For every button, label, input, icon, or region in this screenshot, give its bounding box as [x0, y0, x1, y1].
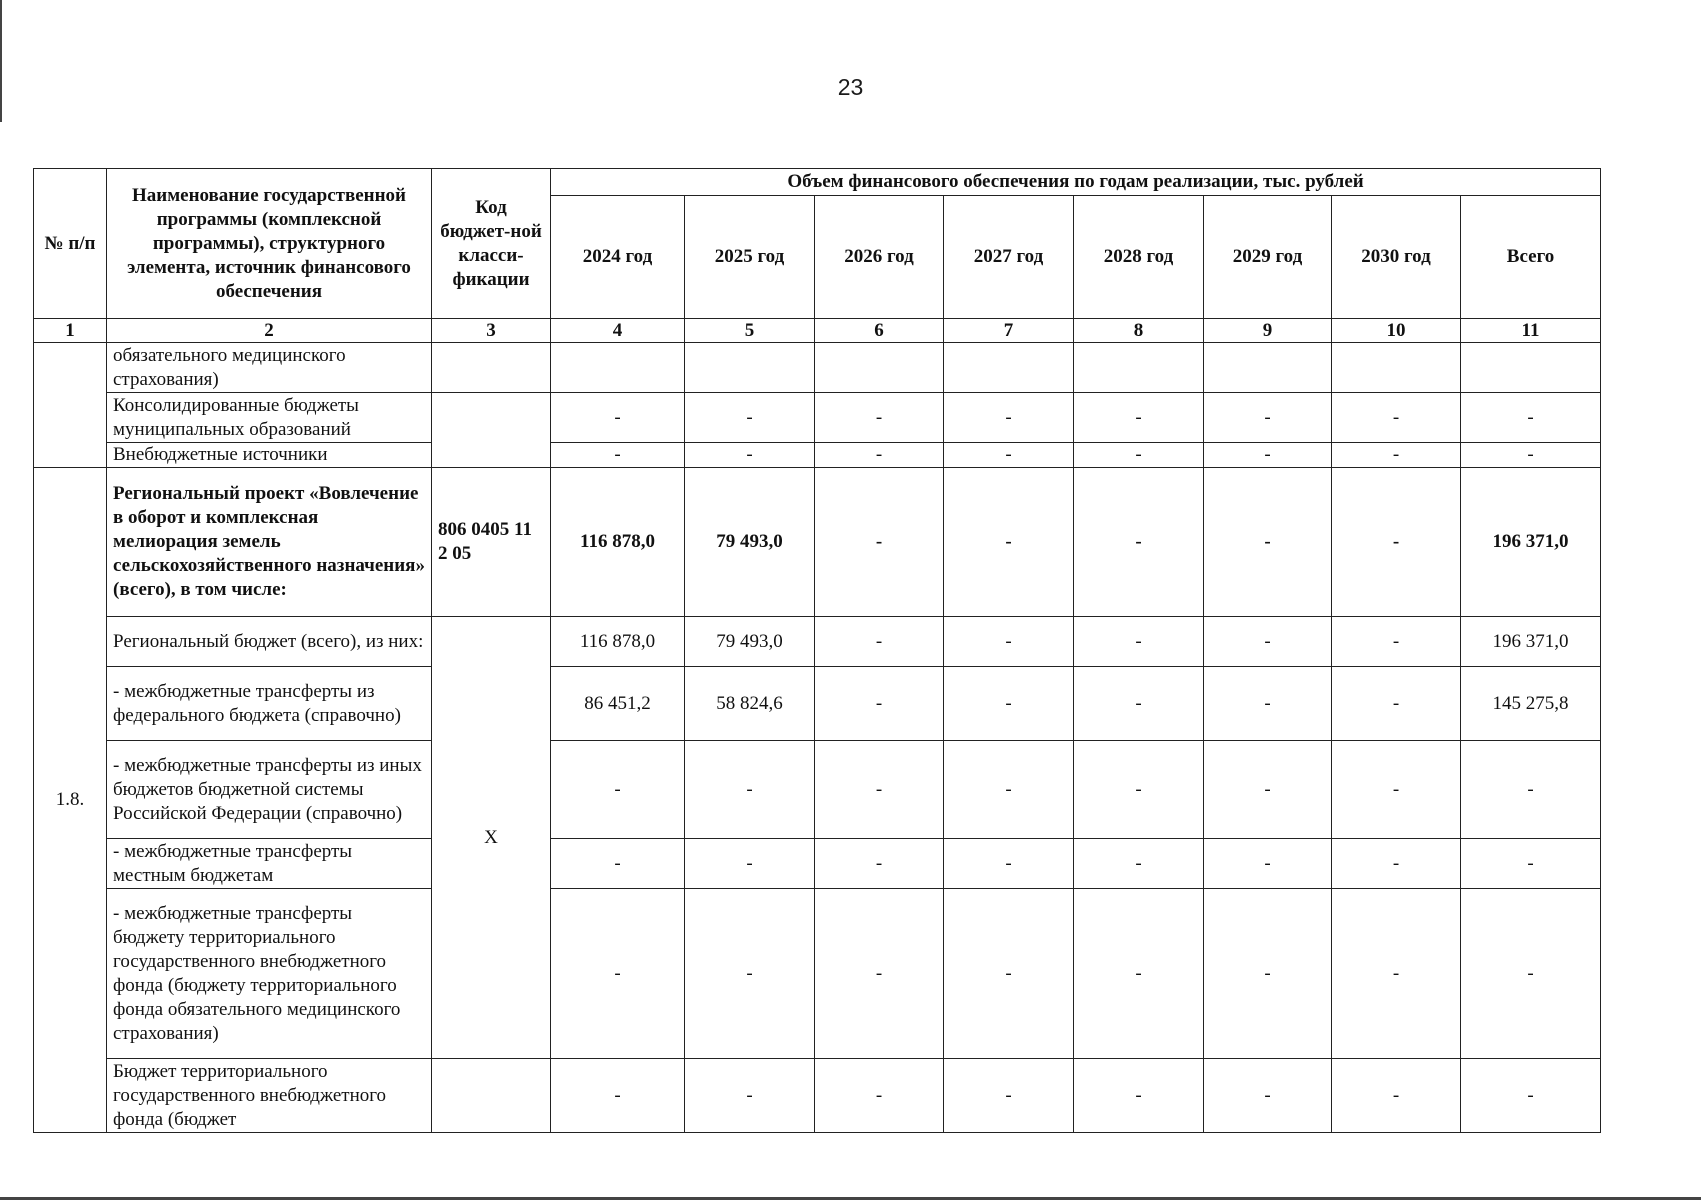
row-value	[1204, 343, 1332, 393]
row-value	[1461, 343, 1601, 393]
row-value: -	[815, 889, 944, 1059]
page-number: 23	[837, 74, 864, 100]
header-row-1	[34, 169, 1601, 196]
row-value: -	[1074, 889, 1204, 1059]
row-value: -	[1332, 1059, 1461, 1133]
row-value: -	[551, 839, 685, 889]
table-row	[34, 667, 1601, 741]
row-value: 116 878,0	[551, 617, 685, 667]
row-value: -	[1461, 443, 1601, 468]
table-row	[34, 1059, 1601, 1133]
row-value: 196 371,0	[1461, 468, 1601, 617]
row-value	[1332, 343, 1461, 393]
table-row	[34, 741, 1601, 839]
row-value: 145 275,8	[1461, 667, 1601, 741]
row-value: -	[1332, 468, 1461, 617]
row-value: -	[1074, 1059, 1204, 1133]
row-value: -	[815, 741, 944, 839]
header-num: № п/п	[34, 169, 107, 319]
row-value: -	[1332, 393, 1461, 443]
row-value: -	[944, 839, 1074, 889]
row-value: -	[815, 667, 944, 741]
row-value: -	[1204, 741, 1332, 839]
row-name: Бюджет территориального государственного внебюджетного фонда (бюджет	[107, 1059, 432, 1133]
row-name: Консолидированные бюджеты муниципальных образований	[107, 393, 432, 443]
row-value: -	[1332, 443, 1461, 468]
header-code: Код бюджет-ной класси-фикации	[432, 169, 551, 319]
row-value: -	[1461, 393, 1601, 443]
row-value: 79 493,0	[685, 617, 815, 667]
row-name: - межбюджетные трансферты из федерального бюджета (справочно)	[107, 667, 432, 741]
row-value: -	[1204, 443, 1332, 468]
row-value: -	[1461, 839, 1601, 889]
row-code	[432, 393, 551, 468]
header-year: 2027 год	[944, 196, 1074, 319]
row-value: -	[551, 443, 685, 468]
row-value: -	[944, 889, 1074, 1059]
row-index	[34, 343, 107, 468]
column-number: 10	[1332, 319, 1461, 343]
row-value: 116 878,0	[551, 468, 685, 617]
row-code: 806 0405 11 2 05	[432, 468, 551, 617]
row-value: -	[815, 443, 944, 468]
row-value	[1074, 343, 1204, 393]
row-value: -	[944, 667, 1074, 741]
row-value: -	[1074, 443, 1204, 468]
table-row	[34, 617, 1601, 667]
row-value: -	[685, 741, 815, 839]
row-value: -	[1074, 617, 1204, 667]
column-number: 8	[1074, 319, 1204, 343]
header-year: 2030 год	[1332, 196, 1461, 319]
header-name: Наименование государственной программы (комплексной программы), структурного элемента, источник финансового обеспечения	[107, 169, 432, 319]
scan-edge-left	[0, 0, 2, 122]
row-name: обязательного медицинского страхования)	[107, 343, 432, 393]
row-value: -	[815, 839, 944, 889]
header-year: 2029 год	[1204, 196, 1332, 319]
row-value: -	[551, 889, 685, 1059]
row-value: -	[551, 393, 685, 443]
row-value	[685, 343, 815, 393]
row-value: -	[944, 443, 1074, 468]
row-name: - межбюджетные трансферты бюджету территориального государственного внебюджетного фонда (бюджету территориального фонда обязательного медицинского страхования)	[107, 889, 432, 1059]
column-number: 7	[944, 319, 1074, 343]
column-number: 2	[107, 319, 432, 343]
row-value: -	[685, 443, 815, 468]
row-value: -	[685, 839, 815, 889]
table-row	[34, 443, 1601, 468]
row-value: -	[1332, 839, 1461, 889]
column-number: 11	[1461, 319, 1601, 343]
row-value: -	[944, 468, 1074, 617]
row-value: -	[815, 393, 944, 443]
row-value: -	[1204, 889, 1332, 1059]
row-value: -	[1074, 468, 1204, 617]
table-row	[34, 393, 1601, 443]
row-value: -	[944, 741, 1074, 839]
row-value: 86 451,2	[551, 667, 685, 741]
row-value: -	[815, 617, 944, 667]
row-name: - межбюджетные трансферты местным бюджетам	[107, 839, 432, 889]
column-number: 4	[551, 319, 685, 343]
funding-table	[33, 168, 1601, 1133]
column-number: 1	[34, 319, 107, 343]
header-year: 2024 год	[551, 196, 685, 319]
row-value: 58 824,6	[685, 667, 815, 741]
row-value: -	[815, 468, 944, 617]
row-value: -	[944, 1059, 1074, 1133]
header-year: 2025 год	[685, 196, 815, 319]
row-value: -	[551, 741, 685, 839]
row-value: -	[1332, 617, 1461, 667]
row-value: -	[1332, 889, 1461, 1059]
table-row	[34, 889, 1601, 1059]
row-value: -	[685, 393, 815, 443]
column-number: 3	[432, 319, 551, 343]
column-number: 9	[1204, 319, 1332, 343]
row-value: -	[1204, 468, 1332, 617]
row-index: 1.8.	[34, 468, 107, 1133]
row-value: -	[815, 1059, 944, 1133]
row-name: Региональный проект «Вовлечение в оборот и комплексная мелиорация земель сельскохозяйственного назначения» (всего), в том числе:	[107, 468, 432, 617]
row-value: -	[1204, 839, 1332, 889]
row-value: -	[1461, 741, 1601, 839]
row-value: -	[685, 889, 815, 1059]
column-number: 6	[815, 319, 944, 343]
row-code	[432, 1059, 551, 1133]
row-value: -	[1074, 741, 1204, 839]
row-value: -	[944, 393, 1074, 443]
row-value: -	[1074, 667, 1204, 741]
row-value: -	[1204, 393, 1332, 443]
row-name: Региональный бюджет (всего), из них:	[107, 617, 432, 667]
row-value: -	[1332, 667, 1461, 741]
column-number-row	[34, 319, 1601, 343]
header-funding: Объем финансового обеспечения по годам реализации, тыс. рублей	[551, 169, 1601, 196]
row-name: Внебюджетные источники	[107, 443, 432, 468]
row-value: -	[944, 617, 1074, 667]
table-row-project	[34, 468, 1601, 617]
row-value	[551, 343, 685, 393]
header-year: 2026 год	[815, 196, 944, 319]
row-value: -	[1204, 1059, 1332, 1133]
table-row	[34, 343, 1601, 393]
header-year: 2028 год	[1074, 196, 1204, 319]
row-value: 196 371,0	[1461, 617, 1601, 667]
row-code	[432, 343, 551, 393]
row-name: - межбюджетные трансферты из иных бюджетов бюджетной системы Российской Федерации (справочно)	[107, 741, 432, 839]
row-code: X	[432, 617, 551, 1059]
row-value	[815, 343, 944, 393]
row-value: -	[1074, 839, 1204, 889]
row-value: -	[1461, 1059, 1601, 1133]
row-value: 79 493,0	[685, 468, 815, 617]
row-value: -	[1074, 393, 1204, 443]
row-value: -	[1204, 667, 1332, 741]
table-row	[34, 839, 1601, 889]
row-value: -	[685, 1059, 815, 1133]
row-value: -	[1461, 889, 1601, 1059]
row-value: -	[1204, 617, 1332, 667]
column-number: 5	[685, 319, 815, 343]
row-value	[944, 343, 1074, 393]
row-value: -	[551, 1059, 685, 1133]
row-value: -	[1332, 741, 1461, 839]
header-total: Всего	[1461, 196, 1601, 319]
